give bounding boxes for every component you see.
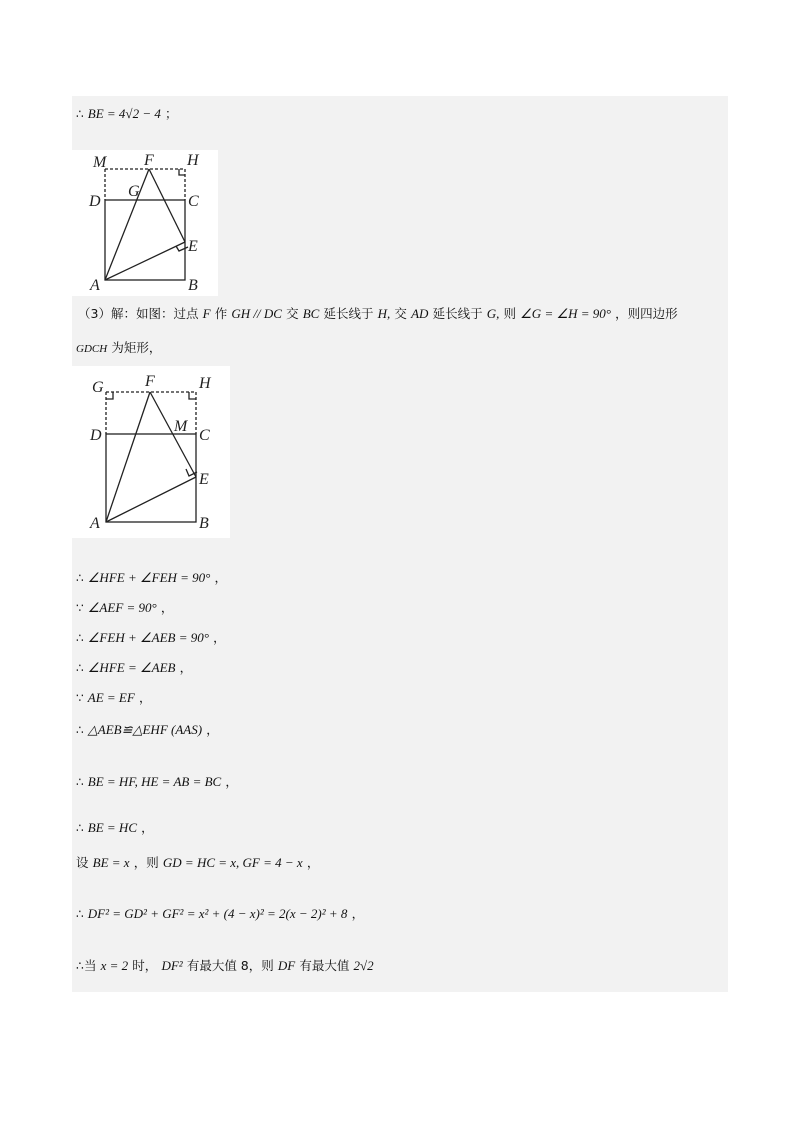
- label-M: M: [93, 154, 107, 171]
- step-2: ∵ ∠AEF = 90° ，: [76, 600, 174, 615]
- step-3: ∴ ∠FEH + ∠AEB = 90° ，: [76, 630, 226, 645]
- label-F: F: [144, 152, 154, 169]
- label-B: B: [199, 515, 209, 532]
- step-7: ∴ BE = HF, HE = AB = BC ，: [76, 774, 238, 789]
- label-C: C: [199, 427, 210, 444]
- step-9: 设 BE = x ，则 GD = HC = x, GF = 4 − x ，: [76, 855, 320, 870]
- line-be-value: ∴ BE = 4√2 − 4 ；: [76, 106, 178, 121]
- geometry-figure-1: [72, 150, 218, 296]
- step-10: ∴ DF² = GD² + GF² = x² + (4 − x)² = 2(x − 2)² + 8 ，: [76, 906, 365, 921]
- label-M: M: [174, 418, 188, 435]
- label-D: D: [89, 193, 101, 210]
- step-5: ∵ AE = EF ，: [76, 690, 152, 705]
- part3-intro-line: （3）解：如图：过点 F 作 GH // DC 交 BC 延长线于 H, 交 AD 延长线于 G, 则 ∠G = ∠H = 90° ，则四边形: [78, 306, 678, 321]
- therefore-symbol: ∴: [76, 107, 84, 121]
- label-H: H: [199, 375, 211, 392]
- label-E: E: [199, 471, 209, 488]
- label-F: F: [145, 373, 155, 390]
- part3-intro-line-2: GDCH 为矩形，: [76, 340, 162, 355]
- label-A: A: [90, 277, 100, 294]
- be-equation: BE = 4√2 − 4: [87, 106, 161, 121]
- step-8: ∴ BE = HC ，: [76, 820, 154, 835]
- step-4: ∴ ∠HFE = ∠AEB ，: [76, 660, 193, 675]
- step-11: ∴当 x = 2 时， DF² 有最大值 8，则 DF 有最大值 2√2: [76, 958, 374, 973]
- label-G: G: [128, 183, 140, 200]
- label-E: E: [188, 238, 198, 255]
- step-1: ∴ ∠HFE + ∠FEH = 90° ，: [76, 570, 228, 585]
- label-B: B: [188, 277, 198, 294]
- label-C: C: [188, 193, 199, 210]
- label-A: A: [90, 515, 100, 532]
- step-6: ∴ △AEB≌△EHF (AAS) ，: [76, 722, 219, 737]
- label-D: D: [90, 427, 102, 444]
- label-H: H: [187, 152, 199, 169]
- label-G: G: [92, 379, 104, 396]
- geometry-figure-2: [72, 366, 230, 538]
